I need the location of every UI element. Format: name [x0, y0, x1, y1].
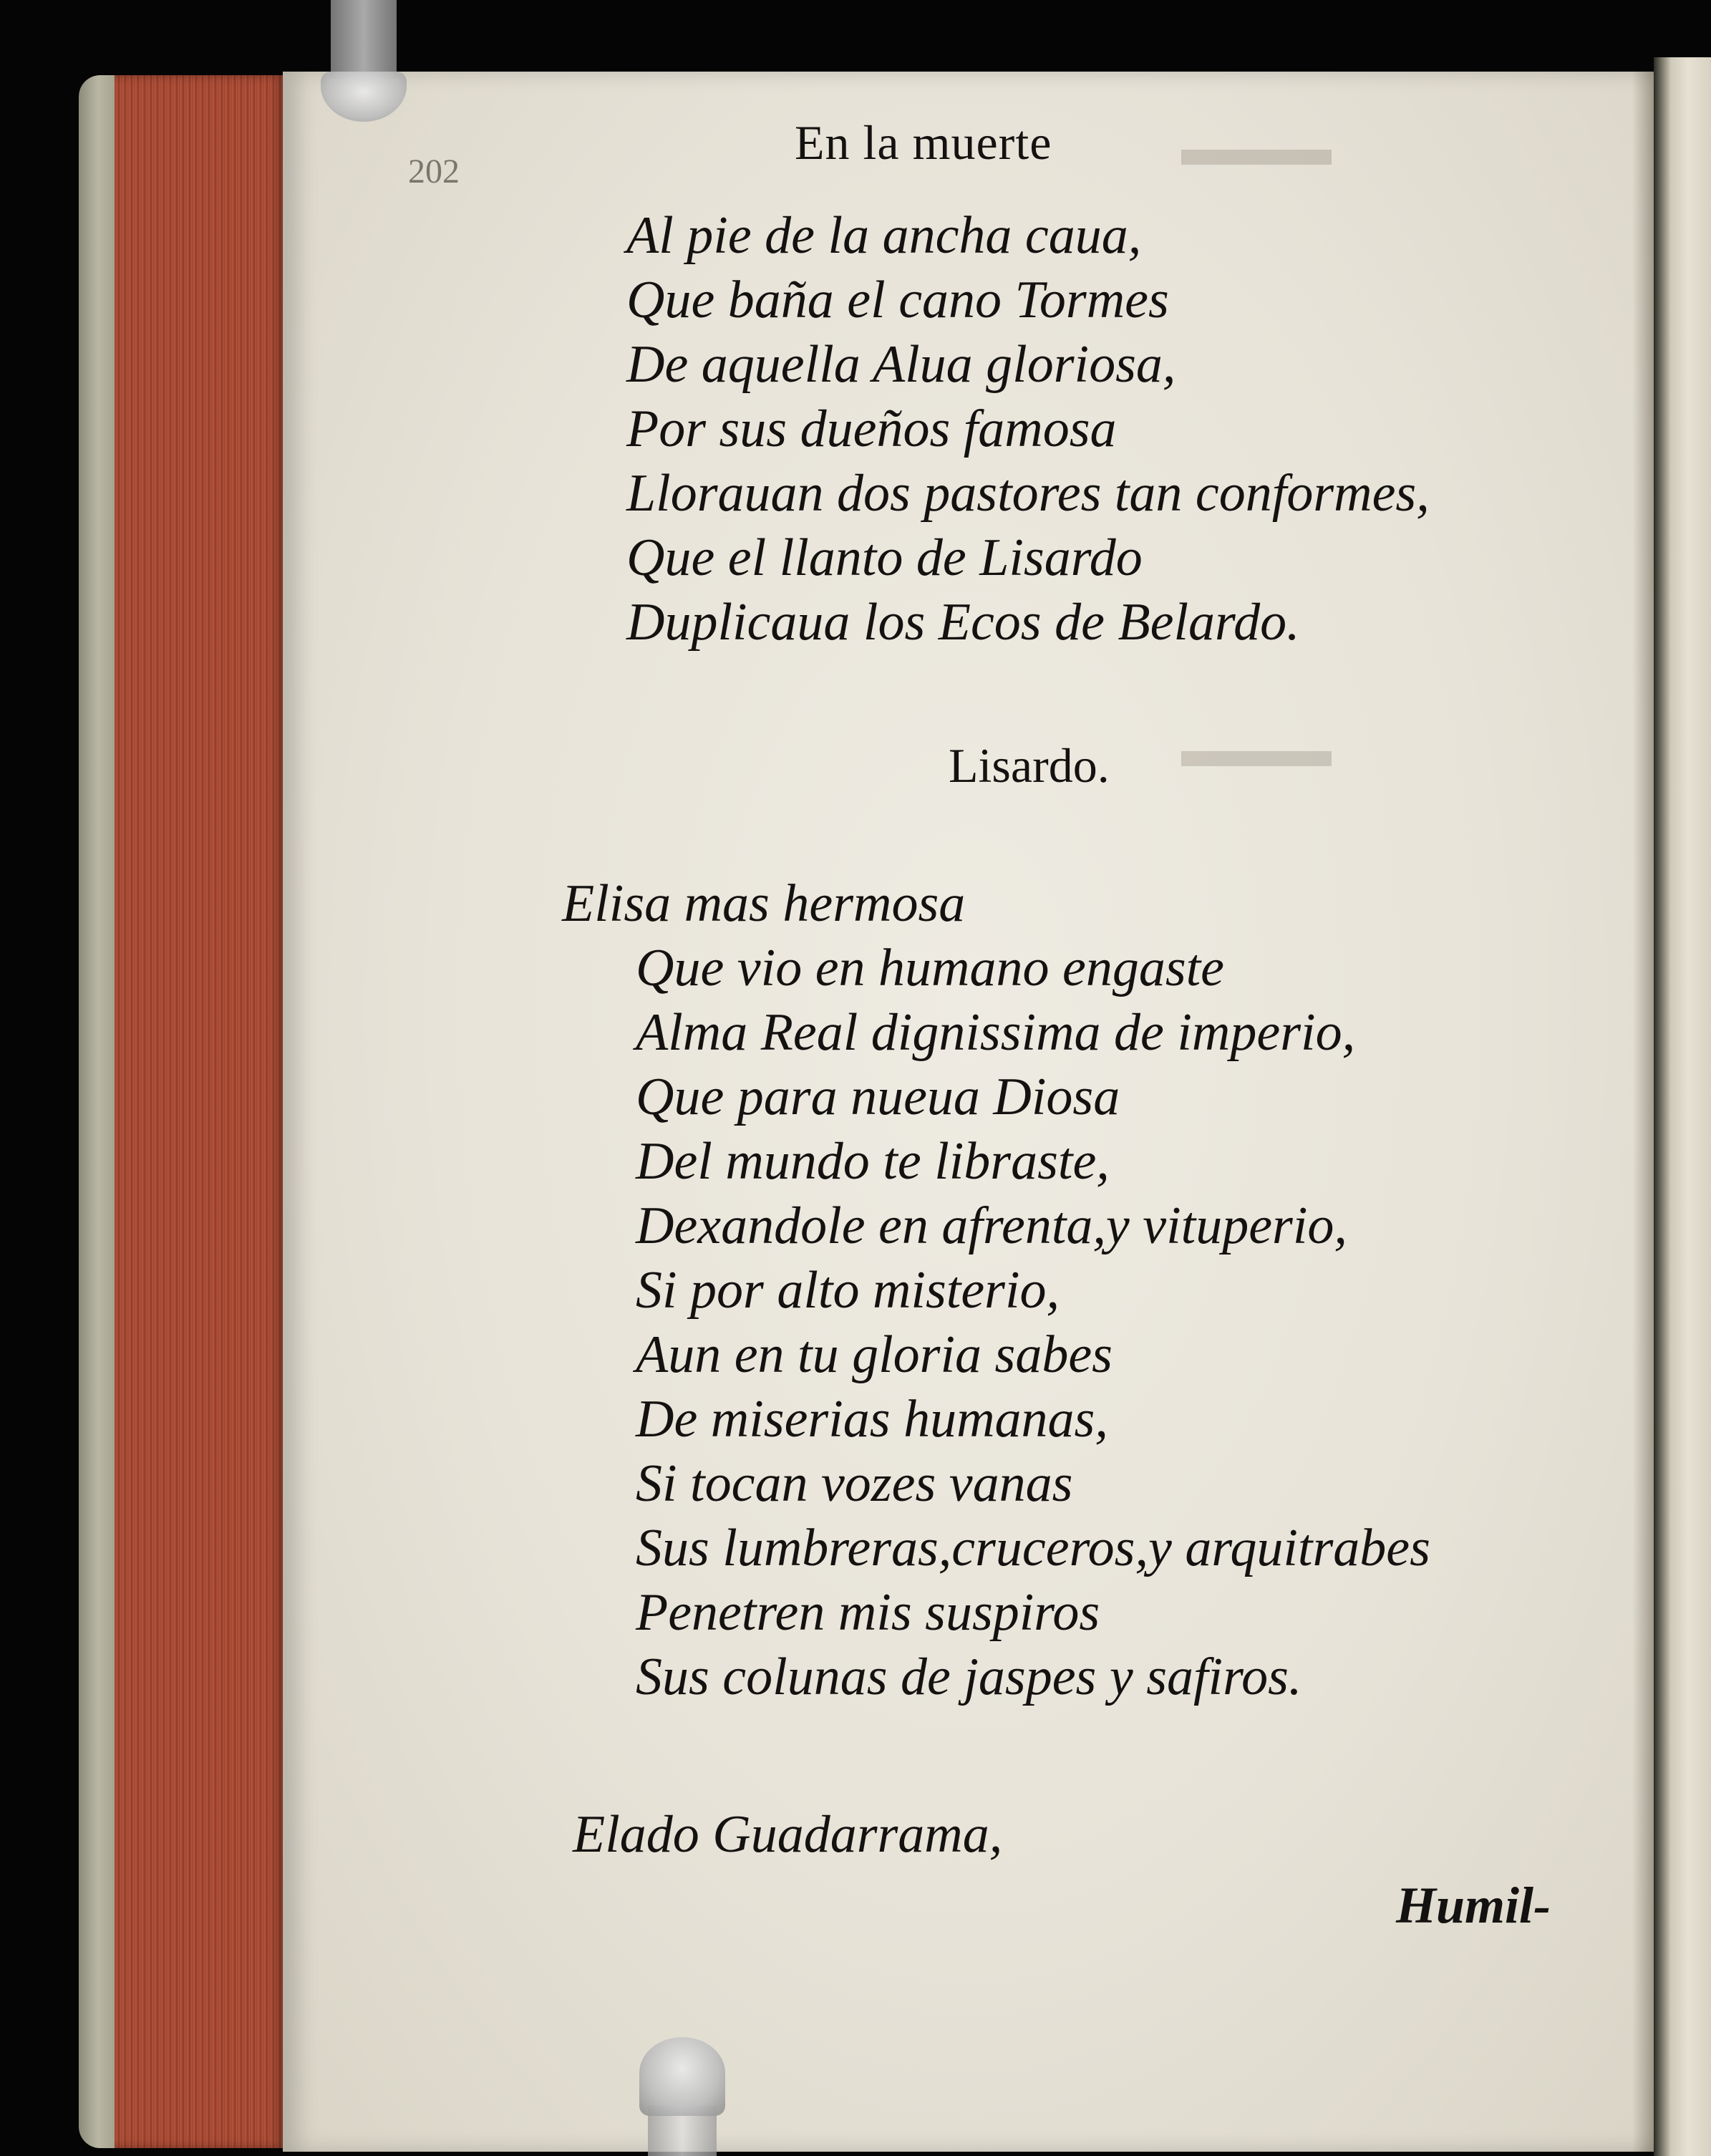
facing-page-edge — [1654, 57, 1711, 2156]
page-number: 202 — [408, 153, 460, 190]
speaker-heading: Lisardo. — [949, 738, 1110, 793]
running-title: En la muerte — [795, 115, 1052, 170]
verse-line: Elado Guadarrama, — [573, 1805, 1003, 1864]
verse-line: De miserias humanas, — [636, 1390, 1108, 1449]
verse-line: Penetren mis suspiros — [636, 1583, 1100, 1642]
book-clip-bottom — [639, 2037, 725, 2116]
verse-line: Del mundo te libraste, — [636, 1132, 1110, 1191]
catchword: Humil- — [1396, 1877, 1551, 1934]
verse-line: Que el llanto de Lisardo — [626, 528, 1143, 587]
verse-line: Que baña el cano Tormes — [626, 271, 1169, 329]
verse-line: Sus lumbreras,cruceros,y arquitrabes — [636, 1519, 1430, 1577]
verse-line: Si tocan vozes vanas — [636, 1454, 1073, 1513]
bleed-through-texture: ▬▬▬ — [1181, 722, 1332, 778]
verse-line: Llorauan dos pastores tan conformes, — [626, 464, 1430, 523]
verse-line: Aun en tu gloria sabes — [636, 1325, 1113, 1384]
verse-line: Sus colunas de jaspes y safiros. — [636, 1648, 1302, 1706]
verse-line: Que para nueua Diosa — [636, 1068, 1120, 1126]
verse-line: Por sus dueños famosa — [626, 400, 1117, 458]
verse-line: Duplicaua los Ecos de Belardo. — [626, 593, 1300, 652]
verse-line: Al pie de la ancha caua, — [626, 206, 1142, 265]
clip-strap-top — [331, 0, 397, 79]
verse-line: Elisa mas hermosa — [562, 874, 966, 933]
verse-line: Dexandole en afrenta,y vituperio, — [636, 1197, 1347, 1255]
verse-line: Alma Real dignissima de imperio, — [636, 1003, 1356, 1062]
bleed-through-texture: ▬▬▬ — [1181, 121, 1332, 176]
verse-line: De aquella Alua gloriosa, — [626, 335, 1176, 394]
page-block-edges — [115, 75, 286, 2148]
verse-line: Si por alto misterio, — [636, 1261, 1060, 1320]
verse-line: Que vio en humano engaste — [636, 939, 1225, 997]
